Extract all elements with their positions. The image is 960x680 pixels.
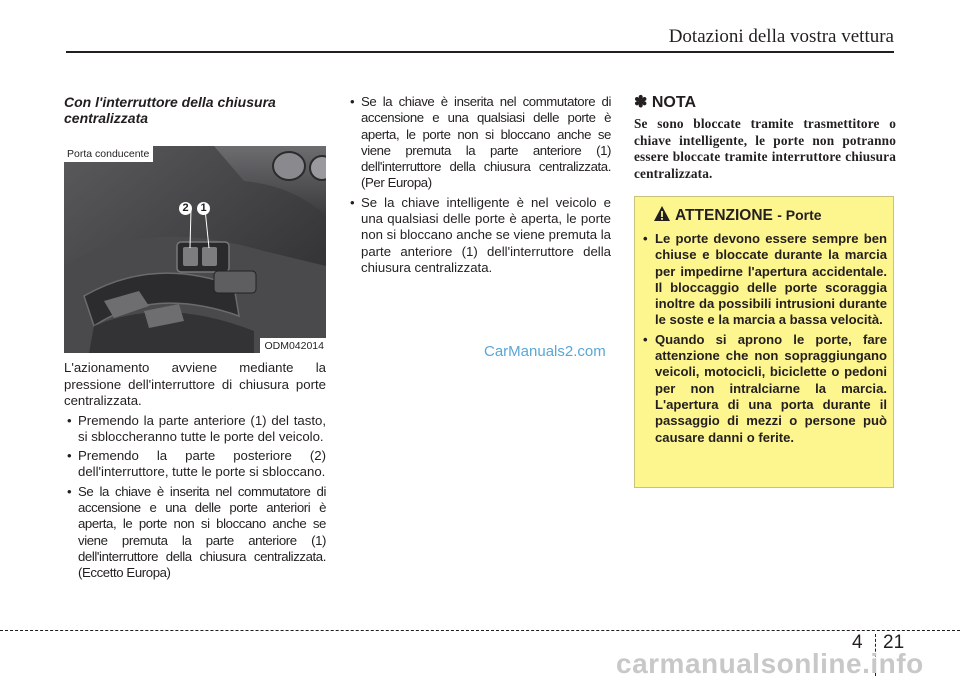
chapter-number: 4: [852, 632, 863, 653]
footer-rule: [0, 630, 960, 631]
bullet-list-left: [64, 413, 326, 582]
list-item: • Se la chiave è inserita nel commutatore di accensione e una qualsiasi delle porte è aperta, le porte non si bloccano anche se viene premuta la parte anteriore (1) dell'interruttore della chiusura centralizzata. (Per Europa): [347, 94, 611, 192]
section-title: Con l'interruttore della chiusura centralizzata: [64, 94, 276, 126]
watermark-link[interactable]: CarManuals2.com: [484, 343, 606, 360]
callout-2: 2: [179, 202, 192, 215]
bullet-list-middle: [347, 94, 611, 276]
page-number: 21: [883, 632, 905, 653]
list-item: • Premendo la parte anteriore (1) del tasto, si sbloccheranno tutte le porte del veicolo.: [64, 413, 326, 446]
header-rule: [66, 51, 894, 53]
list-item: • Premendo la parte posteriore (2) dell'interruttore, tutte le porte si sbloccano.: [64, 448, 326, 481]
column-left: [64, 94, 326, 581]
door-switch-figure: [64, 146, 326, 353]
warning-list: [641, 231, 887, 449]
column-middle: [347, 94, 611, 276]
warning-item: • Le porte devono essere sempre ben chiuse e bloccate durante la marcia per impedirne l'apertura accidentale. Il bloccaggio delle porte scoraggia inoltre da possibili intrusioni durante le soste e la marcia a bassa velocità.: [641, 231, 887, 329]
list-item: • Se la chiave è inserita nel commutatore di accensione e una delle porte anteriori è aperta, le porte non si bloccano anche se viene premuta la parte anteriore (1) dell'interruttore della chiusura centralizzata.(Eccetto Europa): [64, 484, 326, 582]
list-item: • Se la chiave intelligente è nel veicolo e una qualsiasi delle porte è aperta, le porte non si bloccano anche se viene premuta la parte anteriore (1) dell'interruttore della chiusura centralizzata.: [347, 195, 611, 276]
note-title: ✽ NOTA: [634, 94, 696, 111]
intro-paragraph: L'azionamento avviene mediante la pressione dell'interruttore di chiusura porte centralizzata.: [64, 360, 326, 408]
warning-box: [634, 196, 894, 488]
header-title: Dotazioni della vostra vettura: [668, 26, 894, 47]
footer-watermark[interactable]: carmanualsonline.info: [616, 648, 924, 679]
warning-header: [653, 207, 822, 225]
callout-1: 1: [197, 202, 210, 215]
warning-triangle-icon: [653, 205, 671, 222]
door-panel-illustration: [64, 146, 326, 353]
warning-item: • Quando si aprono le porte, fare attenzione che non sopraggiungano veicoli, motocicli, biciclette o pedoni per non intralciarne la marcia. L'apertura di una porta durante il passaggio di mezzi o persone può causare danni o ferite.: [641, 332, 887, 446]
note-body: Se sono bloccate tramite trasmettitore o chiave intelligente, le porte non potranno essere bloccate tramite interruttore chiusura centralizzata.: [634, 116, 896, 181]
warning-subtitle: - Porte: [777, 207, 822, 223]
figure-code: ODM042014: [260, 338, 326, 353]
warning-title: ATTENZIONE: [675, 207, 773, 224]
figure-label: Porta conducente: [64, 146, 153, 162]
note-section: [634, 94, 896, 182]
